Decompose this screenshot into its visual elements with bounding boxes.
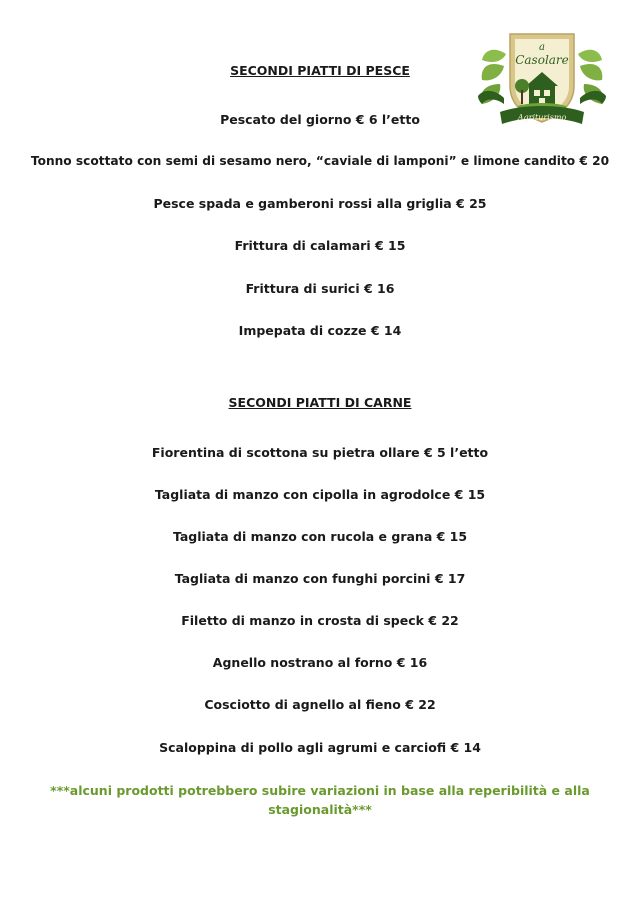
menu-item: Pescato del giorno € 6 l’etto bbox=[220, 112, 420, 127]
menu-item: Tagliata di manzo con rucola e grana € 15 bbox=[172, 529, 468, 544]
availability-note: ***alcuni prodotti potrebbero subire variazioni in base alla reperibilità e alla stagionalità*** bbox=[50, 783, 590, 817]
menu-item: Tonno scottato con semi di sesamo nero, “caviale di lamponi” e limone candito € 20 bbox=[30, 154, 610, 168]
menu-item: Cosciotto di agnello al fieno € 22 bbox=[204, 697, 436, 712]
logo-banner-text: Agriturismo bbox=[517, 113, 567, 122]
menu-item: Frittura di calamari € 15 bbox=[234, 238, 406, 253]
menu-item: Scaloppina di pollo agli agrumi e carciofi € 14 bbox=[159, 740, 481, 755]
menu-item: Agnello nostrano al forno € 16 bbox=[212, 655, 428, 670]
logo-name-main: Casolare bbox=[515, 53, 569, 67]
menu-item: Tagliata di manzo con cipolla in agrodolce € 15 bbox=[154, 487, 486, 502]
menu-item: Filetto di manzo in crosta di speck € 22 bbox=[181, 613, 459, 628]
meat-heading: SECONDI PIATTI DI CARNE bbox=[228, 395, 412, 410]
logo-name-top: a bbox=[539, 42, 545, 53]
menu-item: Fiorentina di scottona su pietra ollare € 5 l’etto bbox=[151, 445, 489, 460]
fish-heading: SECONDI PIATTI DI PESCE bbox=[230, 63, 410, 78]
menu-item: Pesce spada e gamberoni rossi alla griglia € 25 bbox=[153, 196, 487, 211]
menu-item: Tagliata di manzo con funghi porcini € 17 bbox=[174, 571, 466, 586]
menu-item: Impepata di cozze € 14 bbox=[238, 323, 402, 338]
menu-item: Frittura di surici € 16 bbox=[245, 281, 395, 296]
